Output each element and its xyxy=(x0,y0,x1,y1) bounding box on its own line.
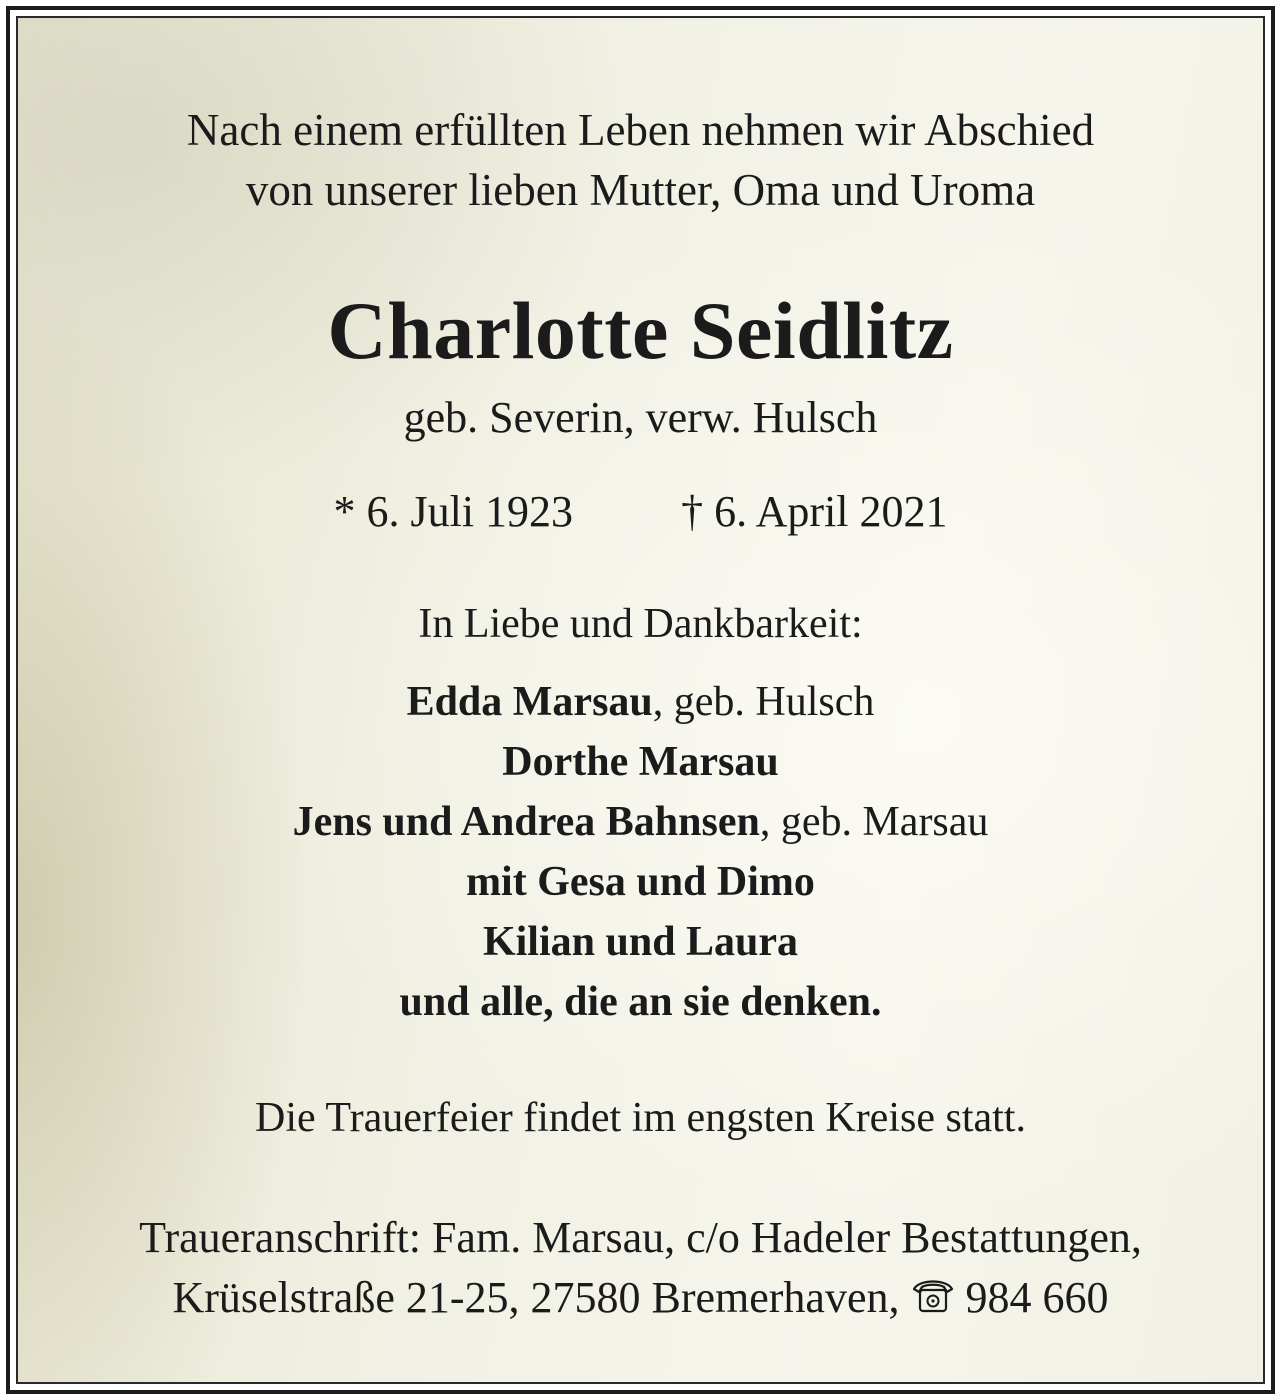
address-line-1: Traueranschrift: Fam. Marsau, c/o Hadeler Bestattungen, xyxy=(139,1213,1142,1262)
address-street: Krüselstraße 21-25, 27580 Bremerhaven, xyxy=(172,1273,900,1322)
intro-line-2: von unserer lieben Mutter, Oma und Uroma xyxy=(245,165,1036,215)
deceased-name: Charlotte Seidlitz xyxy=(327,285,954,376)
mourner-entry xyxy=(18,972,1263,1032)
ceremony-note: Die Trauerfeier findet im engsten Kreise statt. xyxy=(255,1095,1026,1141)
telephone-icon xyxy=(911,1271,955,1331)
life-dates xyxy=(18,484,1263,540)
address-line-2 xyxy=(18,1268,1263,1331)
mourner-name: Edda Marsau xyxy=(406,679,653,725)
mourner-entry xyxy=(18,732,1263,792)
mourner-entry xyxy=(18,912,1263,972)
deceased-maiden-name: geb. Severin, verw. Hulsch xyxy=(403,393,878,442)
mourner-name: Kilian und Laura xyxy=(482,919,799,965)
mourners-heading: In Liebe und Dankbarkeit: xyxy=(418,601,863,647)
notice-panel xyxy=(16,16,1265,1384)
phone-number: 984 660 xyxy=(965,1273,1109,1322)
mourner-entry xyxy=(18,672,1263,732)
mourner-name: mit Gesa und Dimo xyxy=(466,859,815,905)
birth-date: * 6. Juli 1923 xyxy=(333,487,574,536)
mourner-suffix: , geb. Hulsch xyxy=(652,679,875,725)
mourner-name: Dorthe Marsau xyxy=(502,739,779,785)
notice-outer-border xyxy=(6,6,1275,1394)
intro-line-1: Nach einem erfüllten Leben nehmen wir Abschied xyxy=(186,105,1095,155)
mourner-name: Jens und Andrea Bahnsen xyxy=(292,799,760,845)
mourner-name: und alle, die an sie denken. xyxy=(399,979,882,1025)
mourner-entry xyxy=(18,792,1263,852)
mourner-entry xyxy=(18,852,1263,912)
mourner-suffix: , geb. Marsau xyxy=(759,799,989,845)
death-date: † 6. April 2021 xyxy=(681,487,948,536)
